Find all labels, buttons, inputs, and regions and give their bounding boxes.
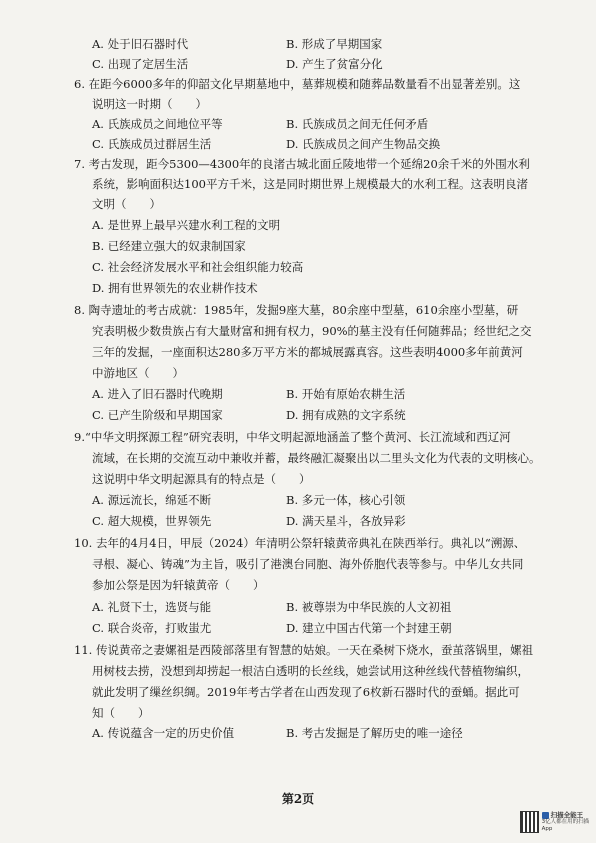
q6-option-d: D. 氏族成员之间产生物品交换 (286, 137, 441, 151)
q8-stem-2: 究表明极少数贵族占有大量财富和拥有权力，90%的墓主没有任何随葬品；经世纪之交 (92, 324, 532, 338)
watermark-subtitle: 3亿人都在用的扫描App (541, 818, 590, 832)
q8-option-c: C. 已产生阶级和早期国家 (92, 408, 223, 422)
q10-option-d: D. 建立中国古代第一个封建王朝 (286, 621, 452, 635)
q9-option-c: C. 超大规模，世界领先 (92, 514, 212, 528)
q11-option-b: B. 考古发掘是了解历史的唯一途径 (286, 726, 463, 740)
watermark-text (542, 812, 590, 833)
q6-option-a: A. 氏族成员之间地位平等 (92, 117, 223, 131)
q5-option-d: D. 产生了贫富分化 (286, 57, 383, 71)
q10-option-a: A. 礼贤下士，选贤与能 (92, 600, 212, 614)
q6-option-c: C. 氏族成员过群居生活 (92, 137, 212, 151)
q5-option-a: A. 处于旧石器时代 (92, 37, 189, 51)
q11-stem-4: 知（ ） (92, 706, 150, 720)
q7-option-d: D. 拥有世界领先的农业耕作技术 (92, 281, 258, 295)
q11-stem-3: 就此发明了缫丝织绸。2019年考古学者在山西发现了6枚新石器时代的蚕蛹。据此可 (92, 685, 520, 699)
q9-stem-3: 这说明中华文明起源具有的特点是（ ） (92, 472, 311, 486)
q8-option-a: A. 进入了旧石器时代晚期 (92, 387, 223, 401)
page-number: 第2页 (281, 792, 315, 806)
scanner-logo-icon (542, 812, 549, 819)
q8-option-b: B. 开始有原始农耕生活 (286, 387, 406, 401)
q10-stem-2: 寻根、凝心、铸魂”为主旨，吸引了港澳台同胞、海外侨胞代表等参与。中华儿女共同 (92, 557, 524, 571)
q7-option-b: B. 已经建立强大的奴隶制国家 (92, 239, 246, 253)
q9-stem-1: 9.“中华文明探源工程”研究表明，中华文明起源地涵盖了整个黄河、长江流域和西辽河 (74, 430, 511, 444)
q8-stem-1: 8. 陶寺遗址的考古成就：1985年，发掘9座大墓，80余座中型墓，610余座小型墓，研 (74, 303, 519, 317)
q8-option-d: D. 拥有成熟的文字系统 (286, 408, 406, 422)
q7-option-a: A. 是世界上最早兴建水利工程的文明 (92, 218, 281, 232)
q8-stem-3: 三年的发掘，一座面积达280多万平方米的都城展露真容。这些表明4000多年前黄河 (92, 345, 523, 359)
q6-stem-2: 说明这一时期（ ） (92, 97, 207, 111)
q5-option-c: C. 出现了定居生活 (92, 57, 189, 71)
watermark-title: 扫描全能王 (550, 810, 584, 819)
q10-option-b: B. 被尊崇为中华民族的人文初祖 (286, 600, 452, 614)
q10-option-c: C. 联合炎帝，打败蚩尤 (92, 621, 212, 635)
q10-stem-3: 参加公祭是因为轩辕黄帝（ ） (92, 578, 265, 592)
scanner-watermark (520, 808, 590, 836)
q9-option-d: D. 满天星斗，各放异彩 (286, 514, 406, 528)
q11-stem-2: 用树枝去捞，没想到却捞起一根洁白透明的长丝线，她尝试用这种丝线代替植物编织， (92, 664, 529, 678)
q7-option-c: C. 社会经济发展水平和社会组织能力较高 (92, 260, 304, 274)
q6-option-b: B. 氏族成员之间无任何矛盾 (286, 117, 429, 131)
q11-option-a: A. 传说蕴含一定的历史价值 (92, 726, 235, 740)
q11-stem-1: 11. 传说黄帝之妻嫘祖是西陵部落里有智慧的姑娘。一天在桑树下烧水，蚕茧落锅里，嫘祖 (74, 643, 533, 657)
q5-option-b: B. 形成了早期国家 (286, 37, 383, 51)
q7-stem-3: 文明（ ） (92, 197, 161, 211)
qr-code-icon (520, 811, 539, 833)
q9-option-b: B. 多元一体，核心引领 (286, 493, 406, 507)
q9-option-a: A. 源远流长，绵延不断 (92, 493, 212, 507)
q7-stem-1: 7. 考古发现，距今5300—4300年的良渚古城北面丘陵地带一个延绵20余千米的外围水利 (74, 157, 530, 171)
q9-stem-2: 流域，在长期的交流互动中兼收并蓄，最终融汇凝聚出以二里头文化为代表的文明核心。 (92, 451, 541, 465)
q7-stem-2: 系统，影响面积达100平方千米，这是同时期世界上规模最大的水利工程。这表明良渚 (92, 177, 528, 191)
q8-stem-4: 中游地区（ ） (92, 366, 184, 380)
q10-stem-1: 10. 去年的4月4日，甲辰（2024）年清明公祭轩辕黄帝典礼在陕西举行。典礼以“溯源、 (74, 536, 526, 550)
q6-stem-1: 6. 在距今6000多年的仰韶文化早期墓地中，墓葬规模和随葬品数量看不出显著差别。这 (74, 77, 521, 91)
